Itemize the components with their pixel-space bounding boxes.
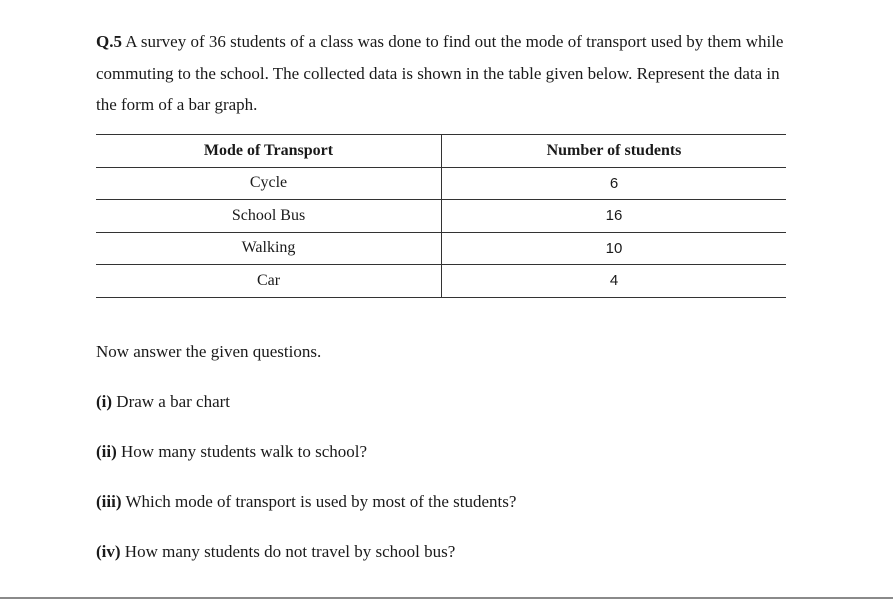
subquestion-4 [96, 542, 455, 562]
subquestion-1 [96, 392, 230, 412]
cell-count: 6 [442, 167, 787, 200]
bottom-divider [0, 597, 893, 599]
cell-mode: Cycle [96, 167, 442, 200]
instruction-text: Now answer the given questions. [96, 342, 322, 361]
subquestion-label: (iv) [96, 542, 121, 561]
table-row [96, 232, 786, 265]
cell-count: 4 [442, 265, 787, 298]
subquestion-text: How many students walk to school? [121, 442, 368, 461]
transport-table [96, 134, 786, 298]
cell-mode: Walking [96, 232, 442, 265]
subquestion-label: (i) [96, 392, 113, 411]
table-row [96, 265, 786, 298]
question-intro [96, 26, 796, 121]
subquestion-label: (ii) [96, 442, 117, 461]
table-row [96, 167, 786, 200]
subquestion-label: (iii) [96, 492, 122, 511]
table-header-row [96, 135, 786, 168]
cell-count: 16 [442, 200, 787, 233]
header-number-of-students: Number of students [442, 135, 787, 168]
table-row [96, 200, 786, 233]
question-number: Q.5 [96, 32, 122, 51]
subquestion-2 [96, 442, 367, 462]
subquestion-text: Which mode of transport is used by most of the students? [125, 492, 517, 511]
cell-count: 10 [442, 232, 787, 265]
subquestion-text: How many students do not travel by school bus? [124, 542, 456, 561]
subquestion-3 [96, 492, 516, 512]
cell-mode: Car [96, 265, 442, 298]
subquestion-text: Draw a bar chart [116, 392, 231, 411]
question-text: A survey of 36 students of a class was done to find out the mode of transport used by them while commuting to the school. The collected data is shown in the table given below. Represent the data in the form of a bar graph. [96, 32, 784, 114]
header-mode-of-transport: Mode of Transport [96, 135, 442, 168]
cell-mode: School Bus [96, 200, 442, 233]
